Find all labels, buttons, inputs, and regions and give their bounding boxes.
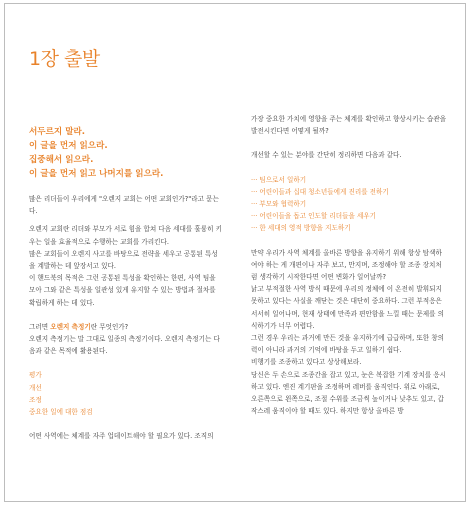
paragraph: 낡고 부적절한 사역 방식 때문에 우리의 정체에 이 온전히 발휘되지 못하고 있다는 사실을 깨닫는 것은 대단히 중요하다. 그런 부적응은 서서히 일어나며, 현재 상태에 만족과 편안함을 느낄 때는 문제를 의식하기가 너무 어렵다. [251,285,444,330]
question-suffix: 란 무엇인가? [90,322,129,331]
document-page [4,3,466,502]
paragraph: 많은 교회들이 오렌지 사고를 바탕으로 전략을 세우고 공통된 특성을 계발하는 데 앞장서고 있다. [29,249,218,271]
paragraph: 그런 경우 우리는 과거에 만든 것을 유지하기에 급급하며, 또한 창의력이 아니라 과거의 기억에 바탕을 두고 일하기 쉽다. [251,334,444,355]
improvement-area: ··· 어린이들과 십대 청소년들에게 진리를 전하기 [251,187,389,196]
paragraph: 어떤 사역에는 체계를 자주 업데이트해야 할 필요가 있다. 조직의 [29,432,214,441]
improvement-area: ··· 어린이들을 돕고 인도할 리더들을 세우기 [251,212,377,221]
paragraph: 비행기를 조종하고 있다고 상상해보라. [251,358,362,367]
chapter-title: 1장 출발 [29,48,100,70]
intro-callout: 서두르지 말라. 이 글을 먼저 읽으라. 집중해서 읽으라. 이 글을 먼저 읽고 나머지를 읽으라. [29,127,164,179]
paragraph: 이 핸드북의 목적은 그런 공통된 특성을 확인하는 한편, 사역 팀을 모아 그와 같은 특성을 일관성 있게 유지할 수 있는 방법과 절차를 확립하게 하는 데 있다. [29,274,216,307]
right-column [251,113,447,417]
paragraph: 만약 우리가 사역 체계를 올바른 방향을 유지하기 위해 항상 탐색하여야 하는 게 개편이나 자주 보고, 만지며, 조정해야 할 조종 장치처럼 생각하기 시작한다면 어떤 변화가 일어날까? [251,248,442,282]
purpose-item: 조정 [29,395,42,404]
left-column [29,125,222,442]
paragraph: 당신은 두 손으로 조종간을 잡고 있고, 눈은 복잡한 기계 장치를 응시하고 있다. 엔진 계기판을 조정하며 레버를 움직인다. 위로 아래로, 오른쪽으로 왼쪽으로, 조절 수위를 조금씩 높이거나 낮추도 있고, 갑작스레 움직이야 할 때도 있다. 하지만 항상 올바른 방 [251,370,447,416]
improvement-area: ··· 팀으로서 일하기 [251,175,307,184]
improvement-area: ··· 부모와 협력하기 [251,200,307,209]
paragraph: 가장 중요한 가치에 영향을 주는 체계를 확인하고 향상시키는 습관을 발전시킨다면 어떻게 될까? [251,115,447,136]
purpose-item: 중요한 일에 대한 점검 [29,408,93,417]
purpose-item: 평가 [29,371,42,380]
question-line [29,321,222,333]
improvement-area: ··· 한 세대의 영적 방향을 지도하기 [251,224,351,233]
question-prefix: 그러면 [29,322,51,331]
paragraph: 오렌지 측정기는 말 그대로 일종의 측정기이다. 오렌지 측정기는 다음과 같은 목적에 활용된다. [29,335,220,356]
highlight-term: 오렌지 측정기 [50,322,91,331]
paragraph: 개선할 수 있는 분야를 간단히 정리하면 다음과 같다. [251,151,402,160]
paragraph: 많은 리더들이 우리에게 "오렌지 교회는 어떤 교회인가?"라고 묻는다. [29,195,219,216]
purpose-item: 개선 [29,383,42,392]
paragraph: 오렌지 교회란 리더와 부모가 서로 힘을 합쳐 다음 세대를 훌륭히 키우는 일을 효율적으로 수행하는 교회를 가리킨다. [29,225,222,246]
